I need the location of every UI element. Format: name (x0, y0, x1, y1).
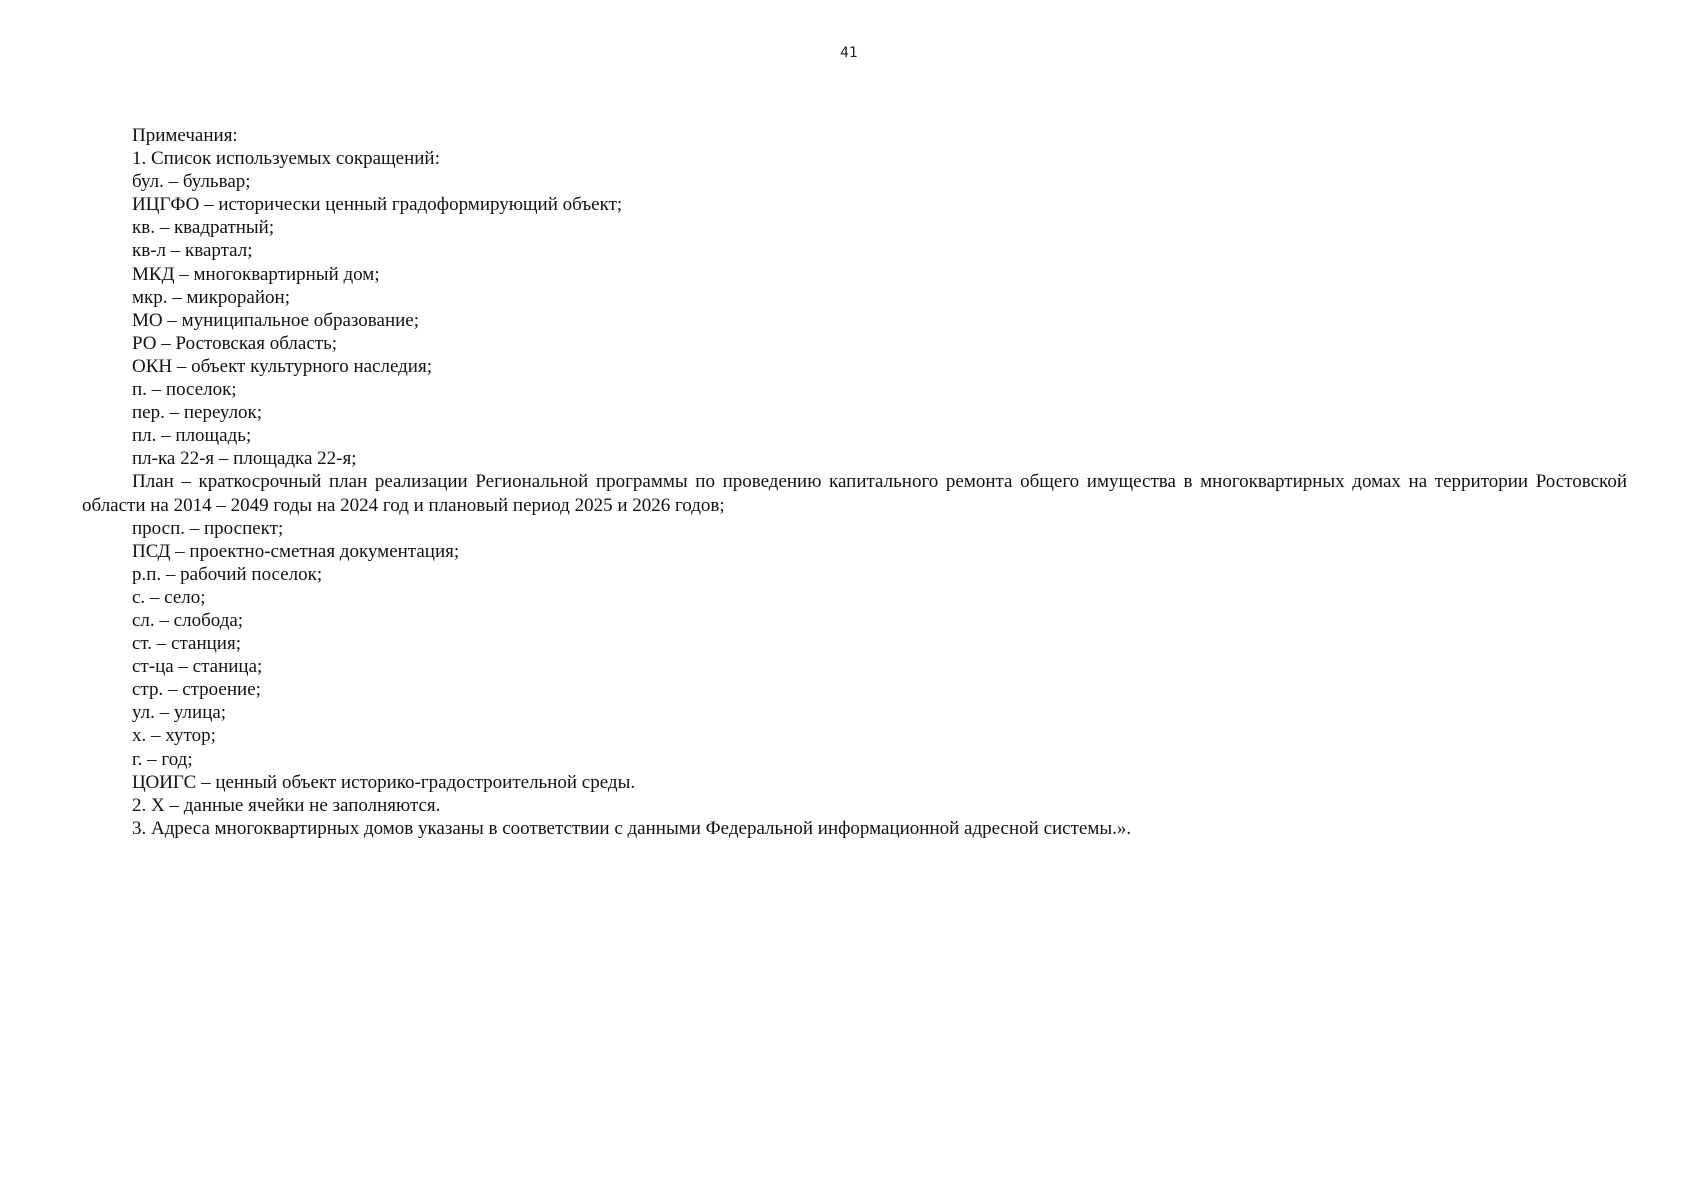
abbreviation-item: п. – поселок; (132, 379, 237, 401)
abbreviation-item: бул. – бульвар; (132, 171, 251, 193)
note-item-2: 2. Х – данные ячейки не заполняются. (132, 794, 441, 816)
plan-definition-paragraph: План – краткосрочный план реализации Региональной программы по проведению капитального ремонта общего имущества в многоквартирных домах на территории Ростовской области на 2014 – 2049 годы на 2024 год и плановый период 2025 и 2026 годов; (82, 471, 1627, 516)
note-item-3: 3. Адреса многоквартирных домов указаны в соответствии с данными Федеральной информационной адресной системы.». (132, 817, 1132, 839)
abbreviation-item: ИЦГФО – исторически ценный градоформирующий объект; (132, 194, 623, 216)
abbreviation-item: ЦОИГС – ценный объект историко-градостроительной среды. (132, 771, 636, 793)
abbreviation-item: сл. – слобода; (132, 609, 244, 631)
abbreviation-item: мкр. – микрорайон; (132, 286, 290, 308)
notes-heading: Примечания: (132, 125, 238, 146)
abbreviation-item: кв-л – квартал; (132, 240, 253, 262)
abbreviation-item: ОКН – объект культурного наследия; (132, 355, 432, 377)
notes-section (82, 124, 1627, 840)
abbreviation-item: р.п. – рабочий поселок; (132, 563, 323, 585)
abbreviation-item: пер. – переулок; (132, 402, 263, 424)
abbreviation-item: ПСД – проектно-сметная документация; (132, 540, 460, 562)
abbreviation-item: х. – хутор; (132, 725, 216, 747)
abbreviation-item: с. – село; (132, 586, 206, 608)
abbreviation-item: ст-ца – станица; (132, 656, 263, 678)
abbreviations-list-part-2 (82, 517, 1627, 794)
abbreviation-item: стр. – строение; (132, 679, 261, 701)
abbreviation-item: ул. – улица; (132, 702, 227, 724)
abbreviation-item: пл. – площадь; (132, 425, 252, 447)
page-number: 41 (840, 45, 858, 61)
abbreviation-item: ст. – станция; (132, 633, 241, 655)
abbreviation-item: МКД – многоквартирный дом; (132, 263, 380, 285)
abbreviations-list-title: 1. Список используемых сокращений: (132, 148, 440, 170)
abbreviation-item: г. – год; (132, 748, 193, 770)
abbreviation-item: кв. – квадратный; (132, 217, 275, 239)
abbreviation-item: РО – Ростовская область; (132, 332, 338, 354)
abbreviations-list-part-1 (82, 170, 1627, 470)
abbreviation-item: пл-ка 22-я – площадка 22-я; (132, 448, 357, 470)
abbreviation-item: просп. – проспект; (132, 517, 284, 539)
abbreviation-item: МО – муниципальное образование; (132, 309, 420, 331)
